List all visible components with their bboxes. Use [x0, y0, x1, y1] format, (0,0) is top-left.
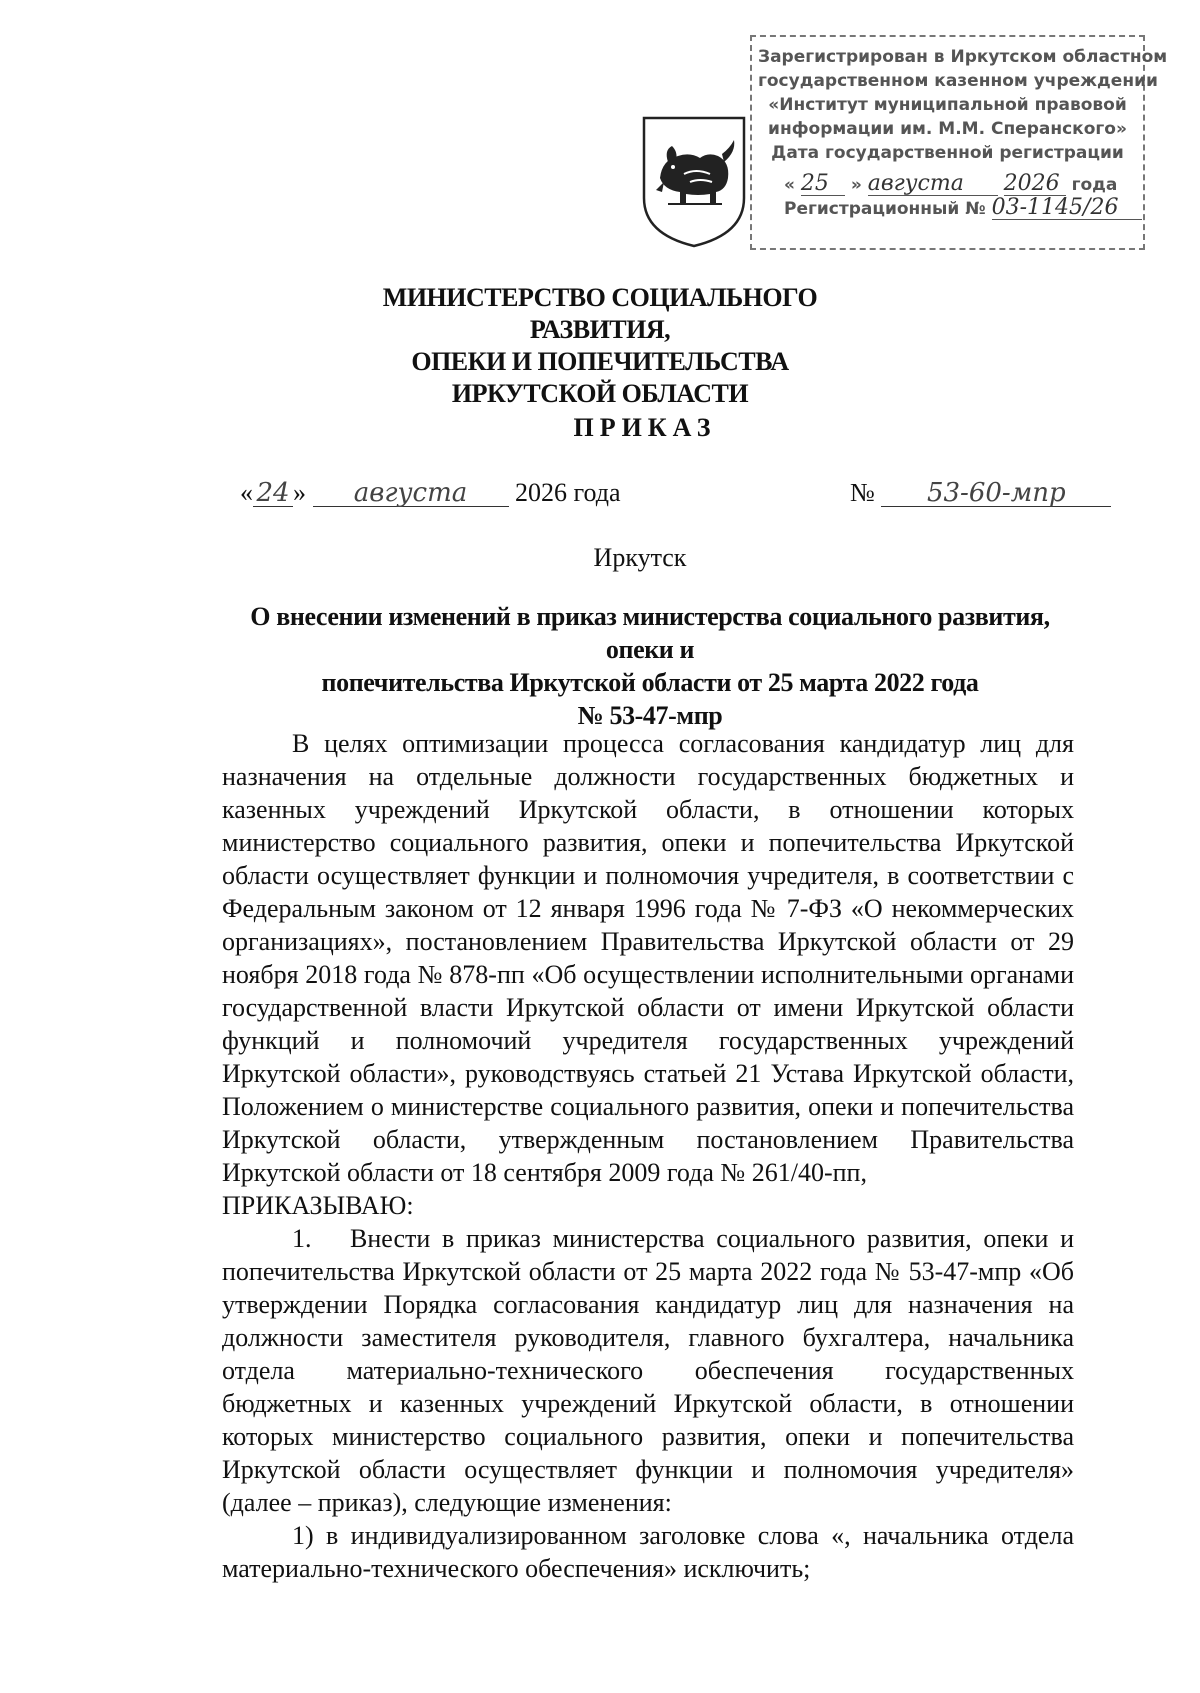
stamp-reg-number: 03-1145/26 [992, 197, 1142, 220]
date-day: 24 [253, 480, 293, 507]
city: Иркутск [593, 543, 687, 572]
subject-line: О внесении изменений в приказ министерства социального развития, опеки и [250, 602, 1050, 664]
stamp-line: «Институт муниципальной правовой [768, 95, 1127, 115]
coat-of-arms-icon [638, 112, 750, 250]
document-type: ПРИКАЗ [573, 413, 717, 442]
stamp-year: 2026 [1004, 173, 1066, 196]
stamp-line: Зарегистрирован в Иркутском областном [758, 47, 1168, 67]
item-1-text: Внести в приказ министерства социального развития, опеки и попечительства Иркутской области от 25 марта 2022 года № 53-47-мпр «Об утверждении Порядка согласования кандидатур лиц для назначения на должности заместителя руководителя, главного бухгалтера, начальника отдела материально-технического обеспечения государственных бюджетных и казенных учреждений Иркутской области, в отношении которых министерство социального развития, опеки и попечительства Иркутской области осуществляет функции и полномочия учредителя» (далее – приказ), следующие изменения: [222, 1224, 1074, 1517]
ministry-line: МИНИСТЕРСТВО СОЦИАЛЬНОГО РАЗВИТИЯ, [382, 283, 818, 344]
stamp-line: информации им. М.М. Сперанского» [768, 119, 1127, 139]
stamp-quote: « [784, 175, 795, 195]
stamp-quote: » [850, 175, 862, 195]
order-number [850, 478, 1111, 508]
number-value: 53-60-мпр [881, 480, 1111, 507]
item-1 [222, 1222, 1074, 1519]
order-body [222, 727, 1074, 1585]
item-1-number: 1. [292, 1224, 312, 1253]
date-quote: » [293, 478, 306, 507]
subitem-1-number: 1) [292, 1521, 314, 1550]
date-month: августа [313, 480, 509, 507]
number-label: № [850, 478, 875, 507]
stamp-reg-label: Регистрационный № [784, 199, 986, 219]
subject-line: попечительства Иркутской области от 25 марта 2022 года [321, 668, 979, 697]
date-year: 2026 года [515, 478, 621, 507]
order-date [240, 478, 621, 508]
order-word: ПРИКАЗЫВАЮ: [222, 1191, 414, 1220]
preamble-paragraph: В целях оптимизации процесса согласования кандидатур лиц для назначения на отдельные должности государственных бюджетных и казенных учреждений Иркутской области, в отношении которых министерство социального развития, опеки и попечительства Иркутской области осуществляет функции и полномочия учредителя, в соответствии с Федеральным законом от 12 января 1996 года № 7-ФЗ «О некоммерческих организациях», постановлением Правительства Иркутской области от 29 ноября 2018 года № 878-пп «Об осуществлении исполнительными органами государственной власти Иркутской области от имени Иркутской области функций и полномочий учредителя государственных учреждений Иркутской области», руководствуясь статьей 21 Устава Иркутской области, Положением о министерстве социального развития, опеки и попечительства Иркутской области, утвержденным постановлением Правительства Иркутской области от 18 сентября 2009 года № 261/40-пп, [222, 729, 1074, 1187]
stamp-line: Дата государственной регистрации [771, 143, 1124, 163]
ministry-line: ОПЕКИ И ПОПЕЧИТЕЛЬСТВА [411, 347, 789, 376]
subitem-1 [222, 1519, 1074, 1585]
stamp-day: 25 [801, 173, 845, 196]
stamp-registration-date [758, 173, 1137, 197]
registration-stamp [750, 35, 1168, 250]
ministry-line: ИРКУТСКОЙ ОБЛАСТИ [451, 379, 749, 408]
stamp-year-suffix: года [1071, 175, 1118, 195]
subitem-1-text: в индивидуализированном заголовке слова «, начальника отдела материально-технического обеспечения» исключить; [222, 1521, 1074, 1583]
order-subject [230, 600, 1070, 732]
stamp-month: августа [868, 173, 998, 196]
stamp-registration-number [758, 197, 1137, 221]
stamp-line: государственном казенном учреждении [758, 71, 1158, 91]
subject-line: № 53-47-мпр [577, 701, 723, 730]
ministry-title [320, 282, 880, 410]
date-quote: « [240, 478, 253, 507]
